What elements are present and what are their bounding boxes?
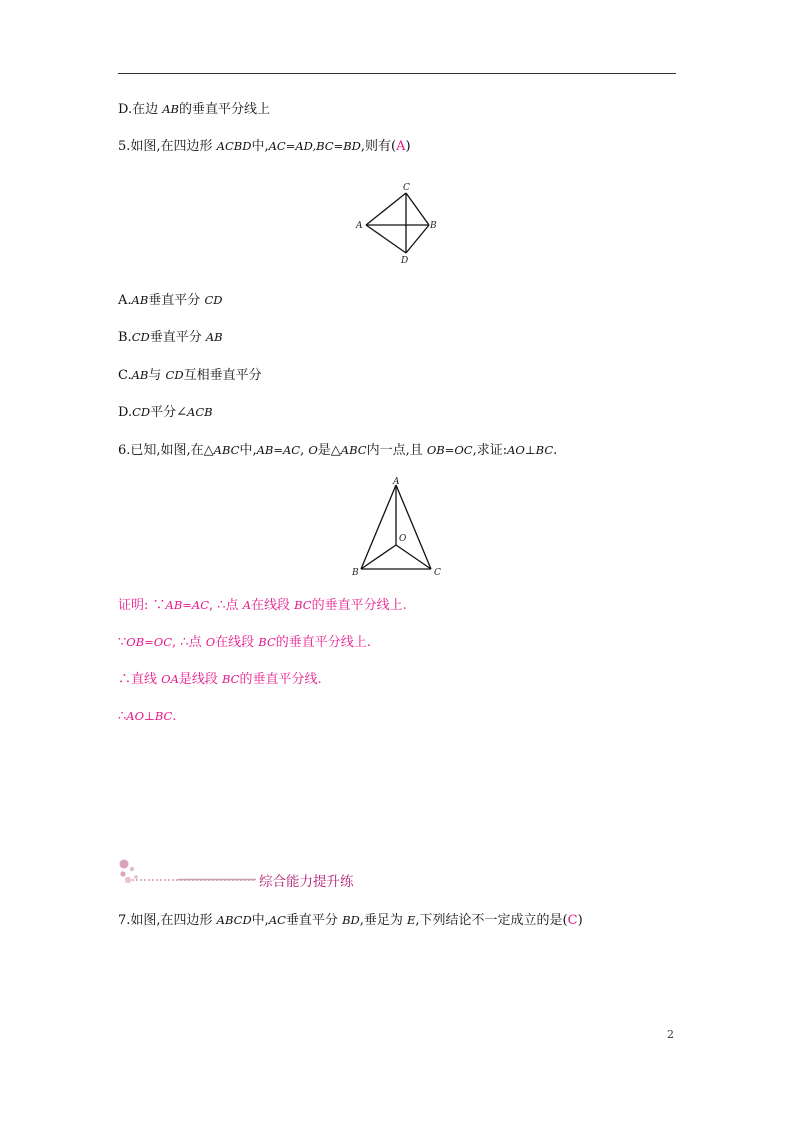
question-6: 6.已知,如图,在△ABC中,AB=AC, O是△ABC内一点,且 OB=OC,求证:AO⊥BC. bbox=[118, 443, 558, 458]
section-title: 综合能力提升练 bbox=[259, 874, 354, 890]
vertex-label-b: B bbox=[430, 221, 437, 231]
vertex-label-a: A bbox=[393, 477, 400, 487]
answer-7: C bbox=[567, 913, 578, 928]
proof-line-4: ∴AO⊥BC. bbox=[118, 709, 177, 724]
vertex-label-o: O bbox=[399, 534, 407, 544]
vertex-label-b: B bbox=[352, 568, 359, 578]
proof-line-1: 证明: ∵AB=AC, ∴点 A在线段 BC的垂直平分线上. bbox=[118, 598, 407, 613]
header-rule bbox=[118, 73, 676, 74]
vertex-label-c: C bbox=[434, 568, 441, 578]
q4-option-d: D.在边 AB的垂直平分线上 bbox=[118, 102, 271, 117]
q5-option-a: A.AB垂直平分 CD bbox=[118, 293, 223, 308]
question-7: 7.如图,在四边形 ABCD中,AC垂直平分 BD,垂足为 E,下列结论不一定成立的是(C) bbox=[118, 913, 583, 928]
figure-quadrilateral-acbd bbox=[352, 178, 442, 268]
figure-triangle-abc bbox=[345, 472, 450, 580]
question-5: 5.如图,在四边形 ACBD中,AC=AD,BC=BD,则有(A) bbox=[118, 139, 411, 154]
proof-line-2: ∵OB=OC, ∴点 O在线段 BC的垂直平分线上. bbox=[118, 635, 371, 650]
vertex-label-d: D bbox=[401, 256, 409, 266]
page-number: 2 bbox=[667, 1028, 674, 1041]
q5-option-c: C.AB与 CD互相垂直平分 bbox=[118, 368, 262, 383]
vertex-label-c: C bbox=[403, 183, 410, 193]
answer-5: A bbox=[396, 139, 406, 154]
vertex-label-a: A bbox=[356, 221, 363, 231]
proof-line-3: ∴直线 OA是线段 BC的垂直平分线. bbox=[118, 672, 322, 687]
q5-option-b: B.CD垂直平分 AB bbox=[118, 330, 223, 345]
q5-option-d: D.CD平分∠ACB bbox=[118, 405, 213, 420]
